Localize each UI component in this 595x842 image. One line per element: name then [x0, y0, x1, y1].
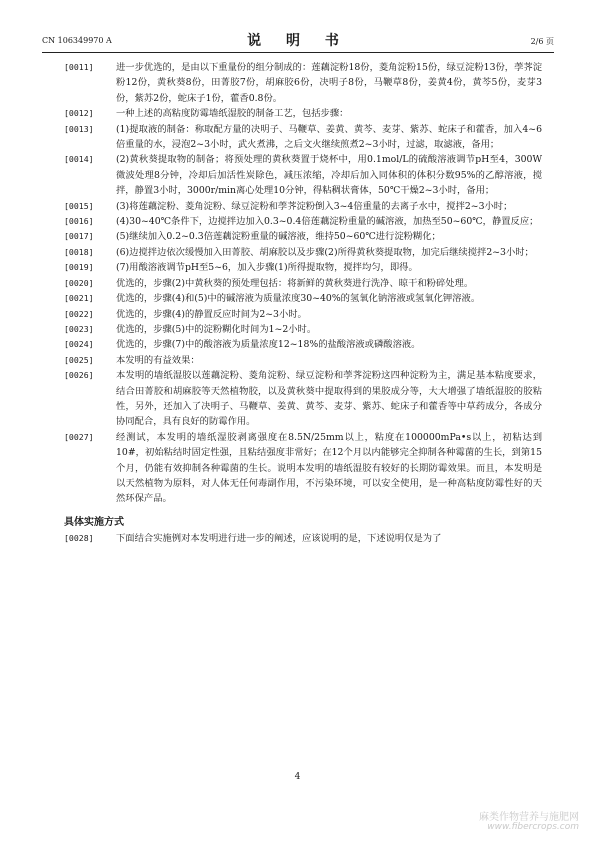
paragraph	[64, 291, 542, 306]
paragraph	[64, 60, 542, 106]
paragraph-number: [0027]	[64, 431, 94, 442]
paragraph-text: (5)继续加入0.2~0.3倍莲藕淀粉重量的碱溶液，维持50~60℃进行淀粉糊化；	[116, 231, 441, 243]
paragraph	[64, 245, 542, 260]
paragraph-text: 本发明的墙纸湿胶以莲藕淀粉、菱角淀粉、绿豆淀粉和荸荠淀粉这四种淀粉为主，满足基本粘度要求，结合田菁胶和胡麻胶等天然植物胶，以及黄秋葵中提取得到的果胶成分等，大大增强了墙纸湿胶的胶粘性，另外，还加入了决明子、马鞭草、姜黄、黄芩、麦芽、紫苏、蛇床子和藿香等中草药成分，各成分协同配合，具有良好的防霉作用。	[116, 370, 542, 428]
paragraph-number: [0028]	[64, 532, 94, 543]
paragraph	[64, 531, 542, 546]
watermark-title: 麻类作物营养与施肥网	[479, 812, 579, 823]
paragraph-text: 一种上述的高粘度防霉墙纸湿胶的制备工艺，包括步骤：	[116, 108, 349, 120]
paragraph	[64, 368, 542, 430]
paragraph-text: 下面结合实施例对本发明进行进一步的阐述，应该说明的是，下述说明仅是为了	[116, 532, 442, 544]
paragraph-text: (7)用酸溶液调节pH至5~6，加入步骤(1)所得提取物，搅拌均匀，即得。	[116, 262, 418, 274]
paragraph-number: [0012]	[64, 108, 94, 119]
paragraph-list	[64, 60, 542, 507]
header-divider	[42, 52, 554, 53]
paragraph-number: [0024]	[64, 339, 94, 350]
paragraph	[64, 214, 542, 229]
document-body	[64, 60, 542, 546]
paragraph-text: (1)提取液的制备：称取配方量的决明子、马鞭草、姜黄、黄芩、麦芽、紫苏、蛇床子和藿香，加入4~6倍重量的水，浸泡2~3小时，武火煮沸，之后文火继续煎煮2~3小时，过滤，取滤液，备用；	[116, 123, 542, 151]
paragraph-text: 优选的，步骤(4)和(5)中的碱溶液为质量浓度30~40%的氢氧化钠溶液或氢氧化钾溶液。	[116, 293, 481, 305]
paragraph-text: (3)将莲藕淀粉、菱角淀粉、绿豆淀粉和荸荠淀粉倒入3~4倍重量的去离子水中，搅拌2~3小时；	[116, 200, 513, 212]
paragraph-number: [0019]	[64, 262, 94, 273]
page-number: 4	[294, 772, 301, 782]
paragraph-text: 优选的，步骤(2)中黄秋葵的预处理包括：将新鲜的黄秋葵进行洗净、晾干和粉碎处理。	[116, 277, 474, 289]
paragraph	[64, 199, 542, 214]
paragraph-text: (4)30~40℃条件下，边搅拌边加入0.3~0.4倍莲藕淀粉重量的碱溶液，加热至50~60℃，静置反应；	[116, 216, 539, 228]
paragraph	[64, 337, 542, 352]
paragraph-number: [0020]	[64, 277, 94, 288]
paragraph-text: 优选的，步骤(7)中的酸溶液为质量浓度12~18%的盐酸溶液或磷酸溶液。	[116, 339, 421, 351]
page-header	[42, 30, 554, 52]
paragraph	[64, 106, 542, 121]
paragraph-number: [0017]	[64, 231, 94, 242]
section-gap	[64, 507, 542, 515]
paragraph	[64, 152, 542, 198]
paragraph	[64, 353, 542, 368]
paragraph	[64, 430, 542, 507]
paragraph	[64, 122, 542, 153]
paragraph-text: 进一步优选的，是由以下重量份的组分制成的：莲藕淀粉18份，菱角淀粉15份，绿豆淀粉13份，荸荠淀粉12份，黄秋葵8份，田菁胶7份，胡麻胶6份，决明子8份，马鞭草8份，姜黄4份，黄芩5份，麦芽3份，紫苏2份，蛇床子1份，藿香0.8份。	[116, 62, 542, 104]
paragraph-number: [0025]	[64, 354, 94, 365]
paragraph-number: [0016]	[64, 216, 94, 227]
paragraph	[64, 276, 542, 291]
paragraph	[64, 260, 542, 275]
section-heading: 具体实施方式	[64, 516, 124, 528]
paragraph-number: [0018]	[64, 246, 94, 257]
patent-number: CN 106349970 A	[42, 36, 112, 45]
paragraph-text: (6)边搅拌边依次缓慢加入田菁胶、胡麻胶以及步骤(2)所得黄秋葵提取物，加完后继续搅拌2~3小时；	[116, 246, 534, 258]
page-indicator: 2/6 页	[530, 37, 554, 46]
paragraph	[64, 229, 542, 244]
paragraph-number: [0026]	[64, 370, 94, 381]
paragraph-number: [0011]	[64, 62, 94, 72]
paragraph-number: [0015]	[64, 200, 94, 211]
paragraph	[64, 307, 542, 322]
paragraph-text: (2)黄秋葵提取物的制备；将预处理的黄秋葵置于烧杯中，用0.1mol/L的硫酸溶液调节pH至4，300W微波处理8分钟，冷却后加活性炭除色，减压浓缩，冷却后加入同体积的体积分数95%的乙醇溶液，搅拌，静置3小时，3000r/min离心处理10分钟，得粘稠状膏体，50℃干燥2~3小时，备用；	[116, 154, 542, 197]
paragraph-text: 本发明的有益效果：	[116, 354, 200, 366]
paragraph-text: 优选的，步骤(4)的静置反应时间为2~3小时。	[116, 308, 307, 320]
watermark-url: www.fibercrops.com	[487, 822, 579, 832]
document-title: 说 明 书	[247, 33, 349, 49]
paragraph-number: [0023]	[64, 323, 94, 334]
paragraph-number: [0022]	[64, 308, 94, 319]
paragraph-number: [0021]	[64, 293, 94, 304]
paragraph-number: [0014]	[64, 154, 94, 165]
paragraph	[64, 322, 542, 337]
paragraph-text: 经测试，本发明的墙纸湿胶剥离强度在8.5N/25mm以上，粘度在100000mPa•s以上，初粘达到10#，初始粘结时固定性强，且粘结强度非常好；在12个月以内能够完全抑制各种霉菌的生长，到第15个月，仍能有效抑制各种霉菌的生长。说明本发明的墙纸湿胶有较好的长期防霉效果。而且，本发明是以天然植物为原料，对人体无任何毒副作用，不污染环境，可以安全使用，是一种高粘度防霉性好的天然环保产品。	[116, 431, 542, 505]
paragraph-number: [0013]	[64, 123, 94, 134]
paragraph-text: 优选的，步骤(5)中的淀粉糊化时间为1~2小时。	[116, 323, 317, 335]
